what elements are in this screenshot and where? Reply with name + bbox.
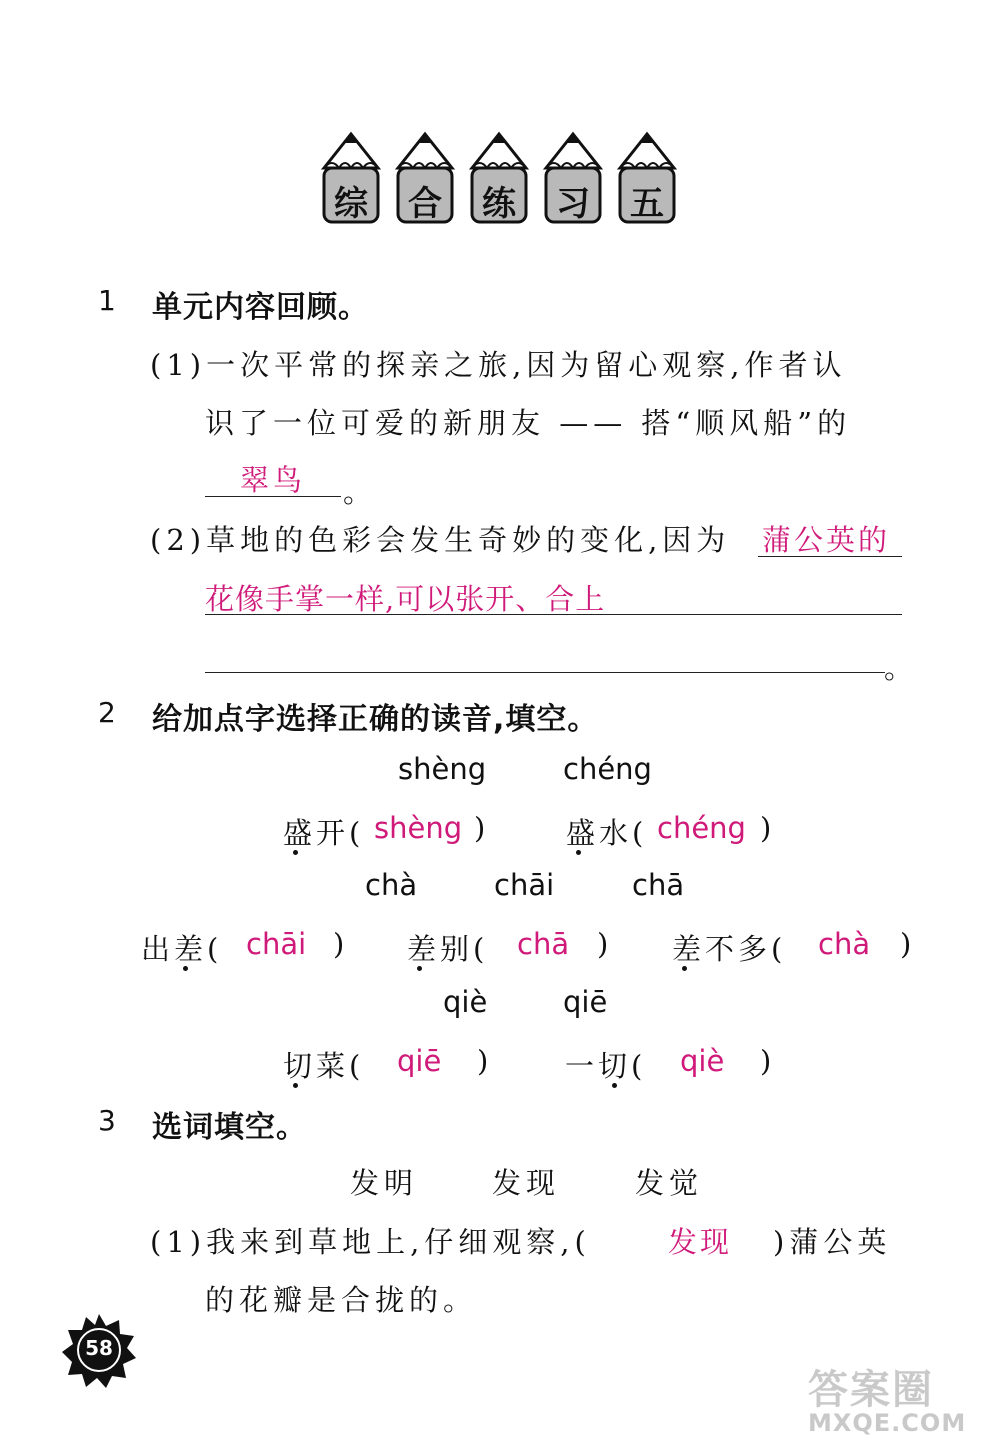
pinyin-option: chāi xyxy=(494,868,555,902)
pinyin-answer: chéng xyxy=(657,811,746,845)
question-number: 1 xyxy=(98,284,116,317)
answer-text: 翠鸟 xyxy=(240,463,307,497)
pinyin-option: chéng xyxy=(563,752,652,786)
word-item: 出差( xyxy=(141,932,223,966)
pinyin-option: qiè xyxy=(443,985,488,1019)
emphasis-dot xyxy=(417,966,422,971)
word-item: 盛水( xyxy=(566,816,648,850)
q3-p1-line2: 的花瓣是合拢的。 xyxy=(205,1283,478,1317)
emphasis-dot xyxy=(576,850,581,855)
question-title: 选词填空。 xyxy=(152,1110,307,1145)
answer-text: 蒲公英的 xyxy=(762,523,891,557)
word-item: 差别( xyxy=(407,932,489,966)
answer-blank-line xyxy=(205,496,341,497)
question-number: 2 xyxy=(98,696,116,729)
emphasis-dot xyxy=(682,966,687,971)
bracket-close: ) xyxy=(333,927,350,961)
answer-text: 花像手掌一样,可以张开、合上 xyxy=(205,582,606,616)
pinyin-answer: chā xyxy=(517,927,570,961)
pinyin-answer: qiè xyxy=(680,1044,725,1078)
pinyin-option: chā xyxy=(632,868,685,902)
watermark-url: MXQE.COM xyxy=(808,1409,967,1437)
question-title: 单元内容回顾。 xyxy=(152,290,369,325)
period: 。 xyxy=(343,475,378,509)
q1-p1-line1: (1)一次平常的探亲之旅,因为留心观察,作者认 xyxy=(150,348,847,382)
watermark-logo-text: 答案圈 xyxy=(808,1367,934,1413)
title-char: 综 xyxy=(334,184,368,224)
question-title: 给加点字选择正确的读音,填空。 xyxy=(152,702,599,737)
answer-text: 发现 xyxy=(668,1225,733,1259)
pinyin-answer: qiē xyxy=(397,1044,442,1078)
pencil-tile xyxy=(468,128,530,226)
pinyin-option: chà xyxy=(365,868,418,902)
title-char: 习 xyxy=(556,184,590,224)
q3-p1-prefix: (1)我来到草地上,仔细观察,( xyxy=(150,1225,591,1259)
word-option: 发现 xyxy=(492,1166,561,1200)
word-item: 盛开( xyxy=(283,816,365,850)
pencil-tile xyxy=(320,128,382,226)
pencil-tile xyxy=(542,128,604,226)
emphasis-dot xyxy=(293,850,298,855)
emphasis-dot xyxy=(612,1083,617,1088)
word-option: 发觉 xyxy=(635,1166,704,1200)
title-char: 合 xyxy=(408,184,442,224)
word-option: 发明 xyxy=(350,1166,419,1200)
pencil-tile xyxy=(616,128,678,226)
emphasis-dot xyxy=(293,1083,298,1088)
question-number: 3 xyxy=(98,1104,116,1137)
period: 。 xyxy=(884,651,919,685)
page-number: 58 xyxy=(85,1336,113,1360)
word-item: 差不多( xyxy=(672,932,787,966)
bracket-close: ) xyxy=(597,927,614,961)
answer-blank-line xyxy=(758,556,902,557)
pinyin-option: qiē xyxy=(563,985,608,1019)
pinyin-answer: chà xyxy=(818,927,871,961)
page-number-badge xyxy=(60,1312,138,1390)
bracket-close: ) xyxy=(477,1044,494,1078)
pinyin-answer: shèng xyxy=(374,811,463,845)
bracket-close: ) xyxy=(760,1044,777,1078)
watermark xyxy=(808,1358,966,1437)
pencil-tile xyxy=(394,128,456,226)
answer-blank-line xyxy=(205,672,885,673)
title-char: 练 xyxy=(482,184,516,224)
bracket-close: ) xyxy=(900,927,917,961)
word-item: 切菜( xyxy=(283,1049,365,1083)
word-item: 一切( xyxy=(565,1049,647,1083)
q3-p1-suffix: )蒲公英 xyxy=(773,1225,892,1259)
bracket-close: ) xyxy=(474,811,491,845)
pinyin-option: shèng xyxy=(398,752,487,786)
q1-p1-line2: 识了一位可爱的新朋友 —— 搭“顺风船”的 xyxy=(205,406,852,440)
pinyin-answer: chāi xyxy=(246,927,307,961)
q1-p2-prefix: (2)草地的色彩会发生奇妙的变化,因为 xyxy=(150,523,731,557)
title-char: 五 xyxy=(630,184,664,224)
answer-blank-line xyxy=(205,614,902,615)
bracket-close: ) xyxy=(760,811,777,845)
emphasis-dot xyxy=(183,966,188,971)
